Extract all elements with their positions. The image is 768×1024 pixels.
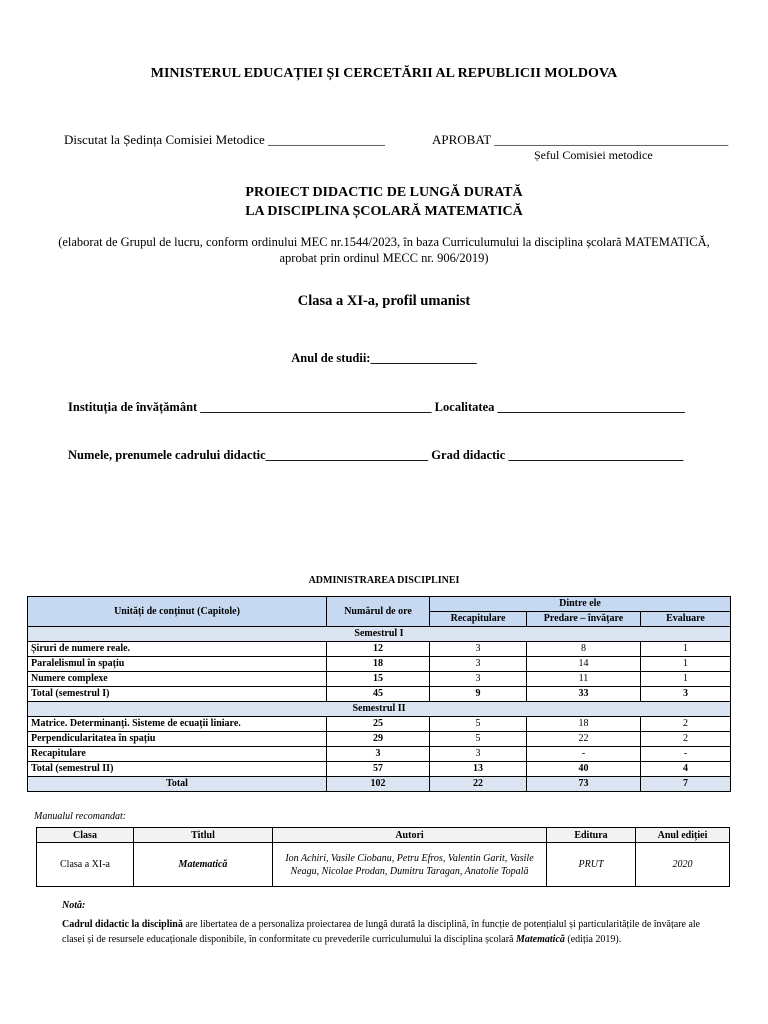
semester-1-label: Semestrul I: [28, 627, 731, 642]
document-title-line1: PROIECT DIDACTIC DE LUNGĂ DURATĂ: [245, 185, 523, 200]
admin-title: ADMINISTRAREA DISCIPLINEI: [308, 575, 460, 586]
header-recapitulare: Recapitulare: [430, 612, 527, 627]
admin-table: [27, 596, 731, 792]
manual-header-clasa: Clasa: [37, 828, 134, 843]
anul-de-studii-field: Anul de studii:_________________: [291, 351, 477, 365]
manual-anul: 2020: [636, 843, 730, 887]
numele-field: Numele, prenumele cadrului didactic__________________________ Grad didactic ____________________________: [68, 448, 684, 462]
manual-header-editura: Editura: [547, 828, 636, 843]
class-profile: Clasa a XI-a, profil umanist: [297, 293, 471, 309]
nota-bold-lead: Cadrul didactic la disciplină: [62, 919, 183, 930]
manual-autori: Ion Achiri, Vasile Ciobanu, Petru Efros, Valentin Garit, Vasile Neagu, Nicolae Prodan, Dumitru Taragan, Anatolie Topală: [273, 843, 547, 887]
header-unitati: Unități de conținut (Capitole): [28, 597, 327, 627]
sef-comisie-label: Șeful Comisiei metodice: [534, 148, 653, 162]
table-row: Perpendicularitatea în spațiu 29 5 22 2: [28, 732, 731, 747]
semester-2-label: Semestrul II: [28, 702, 731, 717]
discutat-line: Discutat la Ședința Comisiei Metodice __________________: [64, 132, 385, 147]
table-row: Paralelismul în spațiu 18 3 14 1: [28, 657, 731, 672]
nota-subject: Matematică: [516, 934, 565, 945]
manual-header-anul: Anul ediției: [636, 828, 730, 843]
header-predare: Predare – învățare: [527, 612, 641, 627]
manual-row: [37, 843, 730, 887]
nota-text: [62, 917, 722, 947]
ministry-heading: MINISTERUL EDUCAȚIEI ȘI CERCETĂRII AL REPUBLICII MOLDOVA: [150, 66, 618, 81]
table-row: Recapitulare 3 3 - -: [28, 747, 731, 762]
document-title-line2: LA DISCIPLINA ȘCOLARĂ MATEMATICĂ: [245, 204, 523, 219]
institutia-field: Instituția de învățământ _____________________________________ Localitatea ______________________________: [68, 400, 686, 414]
nota-body: are libertatea de a personaliza proiectarea de lungă durată la disciplină, în funcție de potențialul și particularitățile de învățare ale clasei și de resursele educaționale disponibile, în conformitate cu prevederile curriculumului la disciplina școlară: [62, 919, 701, 945]
table-row: Șiruri de numere reale. 12 3 8 1: [28, 642, 731, 657]
header-evaluare: Evaluare: [641, 612, 731, 627]
nota-label: Notă:: [62, 900, 86, 911]
manual-header-autori: Autori: [273, 828, 547, 843]
table-row-total-sem1: Total (semestrul I) 45 9 33 3: [28, 687, 731, 702]
aprobat-line: APROBAT ____________________________________: [432, 132, 729, 147]
manual-editura: PRUT: [547, 843, 636, 887]
table-row-total-sem2: Total (semestrul II) 57 13 40 4: [28, 762, 731, 777]
header-numarul: Numărul de ore: [327, 597, 430, 627]
nota-tail: (ediția 2019).: [564, 934, 622, 945]
header-dintre: Dintre ele: [430, 597, 731, 612]
elaborat-note: (elaborat de Grupul de lucru, conform ordinului MEC nr.1544/2023, în baza Curriculumului la disciplina școlară MATEMATICĂ, aprobat prin ordinul MECC nr. 906/2019): [58, 235, 710, 265]
manual-clasa: Clasa a XI-a: [37, 843, 134, 887]
table-row: Numere complexe 15 3 11 1: [28, 672, 731, 687]
manual-titlul: Matematică: [134, 843, 273, 887]
manual-header-titlul: Titlul: [134, 828, 273, 843]
manual-table: [36, 827, 730, 887]
manual-label: Manualul recomandat:: [34, 811, 127, 822]
table-row-grand-total: Total 102 22 73 7: [28, 777, 731, 792]
table-row: Matrice. Determinanți. Sisteme de ecuații liniare. 25 5 18 2: [28, 717, 731, 732]
